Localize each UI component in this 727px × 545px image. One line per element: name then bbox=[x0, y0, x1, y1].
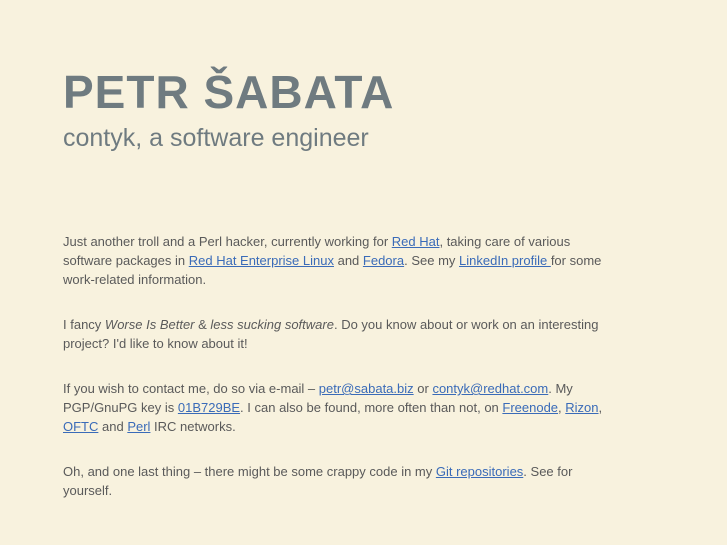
contact-text-6: , bbox=[598, 400, 603, 415]
rizon-link[interactable]: Rizon bbox=[565, 400, 599, 415]
pgp-key-link[interactable]: 01B729BE bbox=[177, 400, 241, 415]
rhel-link[interactable]: Red Hat Enterprise Linux bbox=[188, 253, 334, 268]
intro-text-2: , taking care of various software packages in bbox=[63, 234, 571, 268]
contact-text-4: . I can also be found, more often than not, on bbox=[240, 400, 503, 415]
contact-text-7: and bbox=[98, 419, 128, 434]
contact-text-2: or bbox=[413, 381, 433, 396]
intro-text-4: . See my bbox=[404, 253, 460, 268]
redhat-link[interactable]: Red Hat bbox=[391, 234, 440, 249]
freenode-link[interactable]: Freenode bbox=[502, 400, 559, 415]
page-subtitle: contyk, a software engineer bbox=[63, 124, 369, 152]
git-repositories-link[interactable]: Git repositories bbox=[435, 464, 524, 479]
fancy-text-1: I fancy bbox=[63, 317, 105, 332]
git-paragraph bbox=[63, 462, 608, 500]
intro-paragraph bbox=[63, 232, 608, 289]
intro-text-1: Just another troll and a Perl hacker, currently working for bbox=[63, 234, 392, 249]
email-link-sabata[interactable]: petr@sabata.biz bbox=[318, 381, 414, 396]
contact-paragraph bbox=[63, 379, 608, 436]
git-text-2: . See for yourself. bbox=[63, 464, 573, 498]
email-link-redhat[interactable]: contyk@redhat.com bbox=[432, 381, 549, 396]
oftc-link[interactable]: OFTC bbox=[63, 419, 99, 434]
worse-is-better-emphasis: Worse Is Better bbox=[104, 317, 195, 332]
main-content bbox=[63, 232, 608, 526]
contact-text-8: IRC networks. bbox=[150, 419, 236, 434]
fancy-text-2: & bbox=[194, 317, 211, 332]
fancy-paragraph bbox=[63, 315, 608, 353]
page-title: PETR ŠABATA bbox=[63, 66, 395, 118]
contact-text-3: . My PGP/GnuPG key is bbox=[63, 381, 573, 415]
less-sucking-emphasis: less sucking software bbox=[210, 317, 334, 332]
perl-link[interactable]: Perl bbox=[127, 419, 151, 434]
git-text-1: Oh, and one last thing – there might be some crappy code in my bbox=[63, 464, 436, 479]
fedora-link[interactable]: Fedora bbox=[362, 253, 405, 268]
contact-text-5: , bbox=[558, 400, 566, 415]
intro-text-3: and bbox=[333, 253, 363, 268]
intro-text-5: for some work-related information. bbox=[63, 253, 602, 287]
linkedin-link[interactable]: LinkedIn profile bbox=[459, 253, 551, 268]
fancy-text-3: . Do you know about or work on an interesting project? I'd like to know about it! bbox=[63, 317, 599, 351]
contact-text-1: If you wish to contact me, do so via e-mail – bbox=[63, 381, 319, 396]
